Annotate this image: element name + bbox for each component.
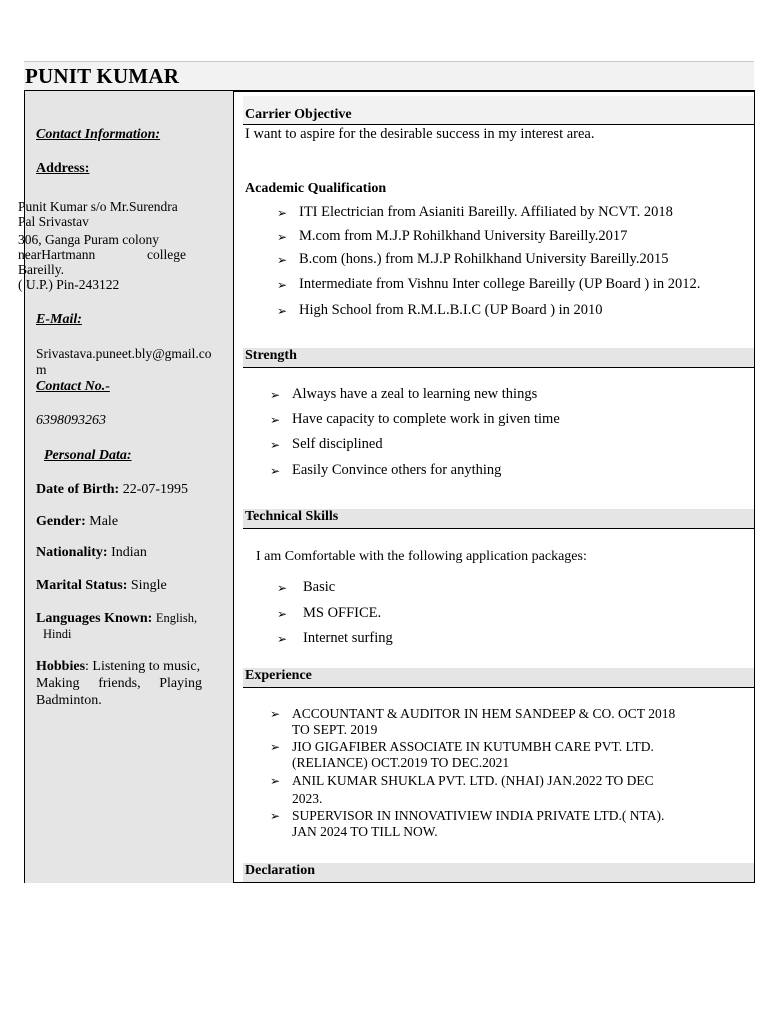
experience-item: ANIL KUMAR SHUKLA PVT. LTD. (NHAI) JAN.2022 TO DEC [292, 773, 654, 788]
experience-item: SUPERVISOR IN INNOVATIVIEW INDIA PRIVATE LTD.( NTA). [292, 808, 665, 823]
skills-title: Technical Skills [245, 509, 339, 524]
address-heading: Address: [36, 161, 90, 176]
contact-no-heading: Contact No.- [36, 379, 110, 394]
skills-item: Basic [303, 579, 336, 595]
gender-value: Male [89, 514, 119, 529]
strength-item: Always have a zeal to learning new things [292, 386, 538, 402]
gender-row [36, 514, 118, 530]
languages-value: English, [155, 611, 198, 625]
nationality-row [36, 545, 147, 561]
arrow-bullet-icon: ➢ [277, 304, 288, 318]
arrow-bullet-icon: ➢ [277, 607, 288, 621]
nationality-value: Indian [111, 545, 147, 560]
hobbies-value-cont: Badminton. [36, 693, 102, 708]
email-value: Srivastava.puneet.bly@gmail.co [36, 346, 212, 361]
email-value-cont: m [36, 362, 47, 377]
hobbies-value-cont: Making friends, Playing [36, 676, 202, 691]
arrow-bullet-icon: ➢ [277, 632, 288, 646]
skills-section-header [243, 509, 754, 529]
experience-item-cont: (RELIANCE) OCT.2019 TO DEC.2021 [292, 755, 510, 770]
languages-label: Languages Known: [36, 611, 153, 626]
arrow-bullet-icon: ➢ [277, 253, 288, 267]
arrow-bullet-icon: ➢ [277, 230, 288, 244]
arrow-bullet-icon: ➢ [277, 278, 288, 292]
arrow-bullet-icon: ➢ [270, 809, 281, 823]
hobbies-value: : Listening to music, [85, 659, 201, 674]
dob-label: Date of Birth: [36, 482, 120, 497]
skills-intro: I am Comfortable with the following application packages: [256, 549, 587, 564]
arrow-bullet-icon: ➢ [270, 740, 281, 754]
objective-title: Carrier Objective [245, 107, 352, 122]
declaration-section-header [243, 863, 754, 882]
declaration-title: Declaration [245, 863, 315, 878]
objective-text: I want to aspire for the desirable success in my interest area. [245, 126, 595, 142]
arrow-bullet-icon: ➢ [270, 388, 281, 402]
arrow-bullet-icon: ➢ [270, 438, 281, 452]
address-line: ( U.P.) Pin-243122 [18, 277, 120, 292]
candidate-name: PUNIT KUMAR [25, 64, 180, 88]
arrow-bullet-icon: ➢ [270, 413, 281, 427]
experience-item-cont: JAN 2024 TO TILL NOW. [292, 824, 438, 839]
skills-item: Internet surfing [303, 630, 393, 646]
academic-item: ITI Electrician from Asianiti Bareilly. Affiliated by NCVT. 2018 [299, 204, 673, 220]
skills-item: MS OFFICE. [303, 605, 382, 621]
experience-section-header [243, 668, 754, 688]
address-line: nearHartmann college [18, 247, 186, 262]
arrow-bullet-icon: ➢ [270, 464, 281, 478]
experience-item-cont: TO SEPT. 2019 [292, 722, 378, 737]
address-line: Bareilly. [18, 262, 64, 277]
dob-row [36, 482, 188, 498]
contact-heading: Contact Information: [36, 127, 161, 142]
marital-row [36, 578, 167, 594]
experience-item: JIO GIGAFIBER ASSOCIATE IN KUTUMBH CARE PVT. LTD. [292, 739, 654, 754]
arrow-bullet-icon: ➢ [270, 707, 281, 721]
address-line: Punit Kumar s/o Mr.Surendra [18, 199, 178, 214]
marital-label: Marital Status: [36, 578, 128, 593]
arrow-bullet-icon: ➢ [270, 774, 281, 788]
name-header [24, 61, 754, 92]
address-line: Pal Srivastav [18, 214, 89, 229]
objective-section-header [243, 96, 754, 125]
experience-item-cont: 2023. [292, 791, 323, 806]
gender-label: Gender: [36, 514, 86, 529]
academic-item: High School from R.M.L.B.I.C (UP Board ) in 2010 [299, 302, 603, 318]
hobbies-row [36, 659, 202, 675]
nationality-label: Nationality: [36, 545, 108, 560]
strength-item: Easily Convince others for anything [292, 462, 502, 478]
dob-value: 22-07-1995 [122, 482, 189, 497]
languages-row [36, 610, 197, 627]
languages-value-cont: Hindi [43, 627, 72, 641]
academic-item: Intermediate from Vishnu Inter college Bareilly (UP Board ) in 2012. [299, 276, 701, 292]
hobbies-label: Hobbies [36, 659, 86, 674]
phone-value: 6398093263 [36, 413, 106, 428]
personal-heading: Personal Data: [44, 448, 132, 463]
arrow-bullet-icon: ➢ [277, 581, 288, 595]
academic-title: Academic Qualification [245, 181, 387, 196]
address-line: 306, Ganga Puram colony [18, 232, 159, 247]
strength-title: Strength [245, 348, 297, 363]
strength-item: Have capacity to complete work in given time [292, 411, 560, 427]
strength-item: Self disciplined [292, 436, 383, 452]
academic-item: B.com (hons.) from M.J.P Rohilkhand University Bareilly.2015 [299, 251, 669, 267]
experience-item: ACCOUNTANT & AUDITOR IN HEM SANDEEP & CO. OCT 2018 [292, 706, 676, 721]
academic-item: M.com from M.J.P Rohilkhand University Bareilly.2017 [299, 228, 628, 244]
strength-section-header [243, 348, 754, 368]
arrow-bullet-icon: ➢ [277, 206, 288, 220]
experience-title: Experience [245, 668, 312, 683]
marital-value: Single [130, 578, 167, 593]
email-heading: E-Mail: [36, 312, 82, 327]
